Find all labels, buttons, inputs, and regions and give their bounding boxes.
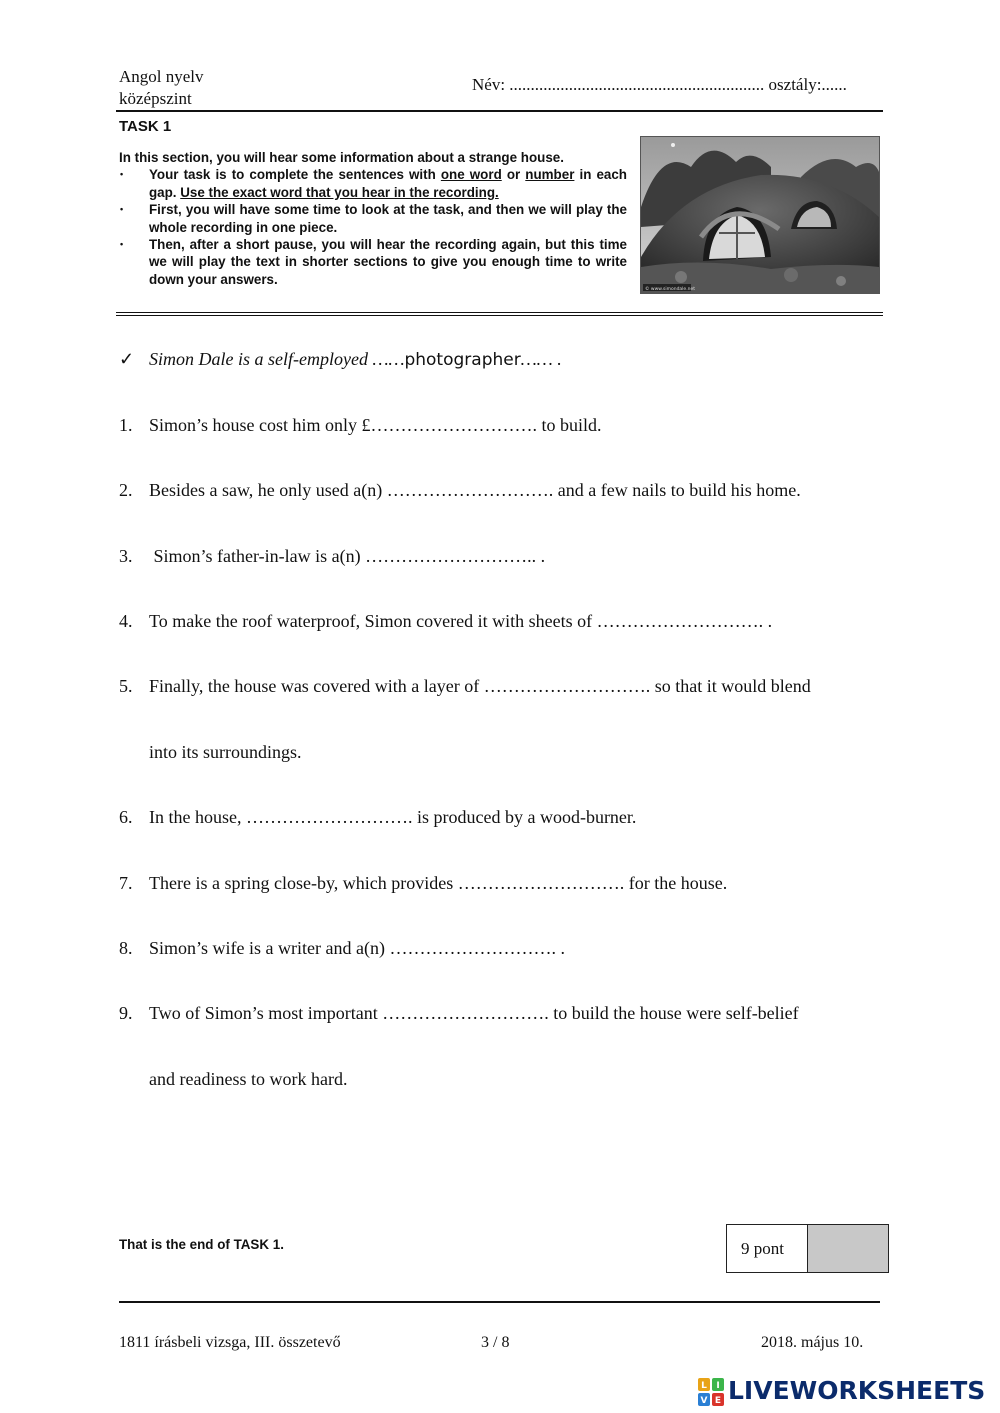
question-8[interactable]: 8. Simon’s wife is a writer and a(n) ………………………. . <box>119 938 565 958</box>
question-5[interactable]: 5. Finally, the house was covered with a layer of ………………………. so that it would blend <box>119 676 811 696</box>
task-instructions <box>119 149 627 288</box>
question-7[interactable]: 7. There is a spring close-by, which provides ………………………. for the house. <box>119 873 728 893</box>
header-divider <box>116 110 883 112</box>
task-title: TASK 1 <box>119 118 172 135</box>
watermark-text: LIVEWORKSHEETS <box>728 1376 986 1405</box>
subject-line-1: Angol nyelv <box>119 67 204 86</box>
exam-subject <box>119 66 204 110</box>
end-of-task-text: That is the end of TASK 1. <box>119 1237 284 1252</box>
house-photo <box>640 136 880 294</box>
svg-text:V: V <box>700 1396 708 1406</box>
question-6[interactable]: 6. In the house, ………………………. is produced by a wood-burner. <box>119 807 637 827</box>
footer-date: 2018. május 10. <box>761 1334 864 1351</box>
question-3[interactable]: 3. Simon’s father-in-law is a(n) ……………………….. . <box>119 546 546 566</box>
question-2[interactable]: 2. Besides a saw, he only used a(n) ………………………. and a few nails to build his home. <box>119 480 801 500</box>
example-answer: photographer <box>404 350 521 370</box>
instruction-bullet-1: • Your task is to complete the sentences with one word or number in each gap. Use the exact word that you hear in the recording. <box>149 166 627 201</box>
score-field[interactable] <box>808 1225 888 1272</box>
footer-page-number: 3 / 8 <box>481 1334 510 1351</box>
svg-text:E: E <box>714 1396 722 1406</box>
house-photo-image <box>641 137 879 293</box>
subject-line-2: középszint <box>119 89 192 108</box>
instruction-bullet-3: • Then, after a short pause, you will hear the recording again, but this time we will play the text in shorter sections to give you enough time to write down your answers. <box>149 236 627 288</box>
svg-text:L: L <box>701 1381 707 1391</box>
instruction-bullet-2: • First, you will have some time to look at the task, and then we will play the whole recording in one piece. <box>149 201 627 236</box>
footer-divider <box>119 1301 880 1303</box>
liveworksheets-logo-icon <box>698 1378 724 1406</box>
question-1[interactable]: 1. Simon’s house cost him only £………………………. to build. <box>119 415 602 435</box>
photo-credit: © www.simondale.net <box>645 287 696 292</box>
section-divider-top <box>116 312 883 313</box>
name-class-field: Név: ............................................................ osztály:...... <box>472 75 847 94</box>
score-box <box>726 1224 889 1273</box>
question-9[interactable]: 9. Two of Simon’s most important ………………………. to build the house were self-belief <box>119 1003 799 1023</box>
example-sentence: ✓ Simon Dale is a self-employed ……photographer…… . <box>119 349 562 370</box>
footer-exam-code: 1811 írásbeli vizsga, III. összetevő <box>119 1334 341 1351</box>
question-4[interactable]: 4. To make the roof waterproof, Simon covered it with sheets of ………………………. . <box>119 611 773 631</box>
instruction-intro: In this section, you will hear some information about a strange house. <box>119 150 564 165</box>
section-divider-bottom <box>116 315 883 316</box>
svg-text:I: I <box>716 1381 720 1391</box>
check-icon: ✓ <box>119 349 135 369</box>
score-label: 9 pont <box>727 1225 808 1272</box>
